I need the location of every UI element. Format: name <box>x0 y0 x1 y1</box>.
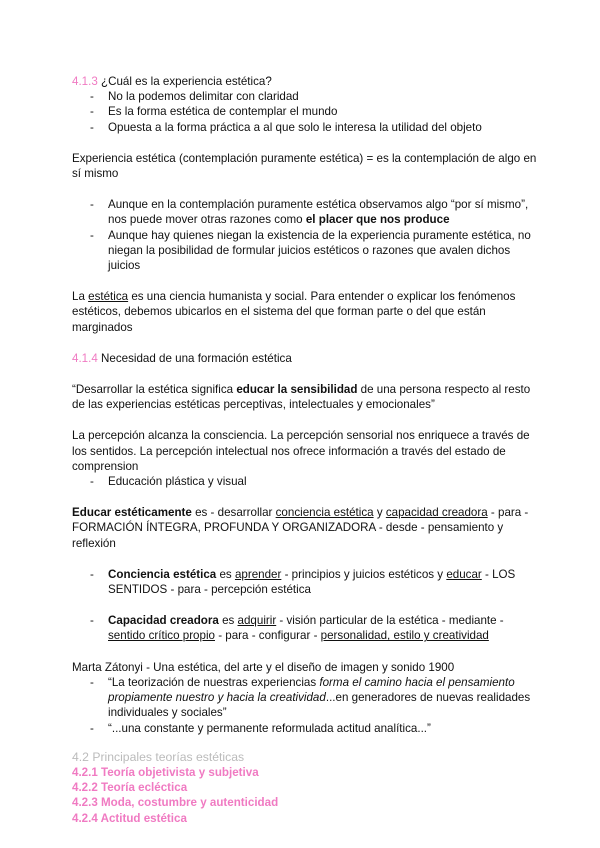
underlined-text: sentido crítico propio <box>108 629 215 643</box>
section-heading <box>72 351 540 366</box>
text: Aunque en la contemplación puramente estética observamos algo “por sí mismo”, nos puede mover otras razones como <box>108 198 529 227</box>
underlined-text: conciencia estética <box>275 506 374 520</box>
quote-paragraph <box>72 382 540 412</box>
list-item: - Opuesta a la forma práctica a al que solo le interesa la utilidad del objeto <box>90 120 540 135</box>
educar-paragraph <box>72 505 540 551</box>
bullet-list <box>72 613 540 643</box>
underlined-text: capacidad creadora <box>385 506 488 520</box>
estetica-paragraph <box>72 289 540 335</box>
bullet-list <box>72 197 540 273</box>
subsection-link[interactable]: 4.2.1 Teoría objetivista y subjetiva <box>72 765 259 779</box>
subsection-link[interactable]: 4.2.4 Actitud estética <box>72 811 187 825</box>
text: de una persona respecto al resto de las experiencias estéticas perceptivas, intelectuales y emocionales” <box>72 383 531 412</box>
list-item: - Educación plástica y visual <box>90 474 540 489</box>
text: ...en generadores de nuevas realidades individuales y sociales” <box>108 691 531 720</box>
section-heading <box>72 74 540 89</box>
subsection-link[interactable]: 4.2.3 Moda, costumbre y autenticidad <box>72 796 279 810</box>
bold-text: educar la sensibilidad <box>236 383 358 397</box>
definition-paragraph: Experiencia estética (contemplación puramente estética) = es la contemplación de algo en sí mismo <box>72 151 537 181</box>
section-4-2-heading: 4.2 Principales teorías estéticas <box>72 749 245 764</box>
bullet-list <box>72 567 540 597</box>
bold-text: el placer que nos produce <box>305 213 450 227</box>
list-item: - “...una constante y permanente reformulada actitud analítica...” <box>90 721 540 736</box>
text: - para - configurar - <box>214 629 321 643</box>
underlined-text: educar <box>446 567 482 581</box>
section-number: 4.1.3 <box>72 75 98 88</box>
section-title: Necesidad de una formación estética <box>97 351 292 365</box>
section-number: 4.1.4 <box>72 351 98 365</box>
bullet-list <box>72 474 540 489</box>
text: es una ciencia humanista y social. Para entender o explicar los fenómenos estéticos, debemos ubicarlos en el sistema del que forman parte o del que están marginados <box>72 290 516 334</box>
text: La <box>72 290 89 304</box>
bold-text: Educar estéticamente <box>72 506 192 520</box>
list-item: - Es la forma estética de contemplar el mundo <box>90 104 540 119</box>
text: - principios y juicios estéticos y <box>281 567 447 581</box>
text: y <box>373 506 386 520</box>
text: es <box>218 614 238 628</box>
list-item <box>90 567 540 597</box>
text: “La teorización de nuestras experiencias <box>108 675 320 689</box>
list-item <box>90 197 540 227</box>
text: es - desarrollar <box>191 506 276 520</box>
text: - para - FORMACIÓN ÍNTEGRA, PROFUNDA Y ORGANIZADORA - desde - pensamiento y reflexión <box>72 506 529 550</box>
list-item: - No la podemos delimitar con claridad <box>90 89 540 104</box>
marta-line: Marta Zátonyi - Una estética, del arte y el diseño de imagen y sonido 1900 <box>72 660 455 674</box>
list-item <box>90 675 540 721</box>
bold-text: Conciencia estética <box>108 567 217 581</box>
bullet-list <box>72 675 540 736</box>
list-item <box>90 613 540 643</box>
section-title: ¿Cuál es la experiencia estética? <box>97 75 272 88</box>
underlined-text: personalidad, estilo y creatividad <box>320 629 489 643</box>
underlined-text: aprender <box>234 567 282 581</box>
percepcion-paragraph: La percepción alcanza la consciencia. La percepción sensorial nos enriquece a través de los sentidos. La percepción intelectual nos ofrece información a través del estado de comprension <box>72 429 530 473</box>
list-item: - Aunque hay quienes niegan la existencia de la experiencia puramente estética, no niegan la posibilidad de formular juicios estéticos o razones que avalen dichos juicios <box>90 228 540 274</box>
text: - LOS SENTIDOS - para - percepción estética <box>108 567 516 597</box>
subsection-link[interactable]: 4.2.2 Teoría ecléctica <box>72 781 188 795</box>
text: - visión particular de la estética - mediante - <box>276 614 504 628</box>
bullet-list <box>72 89 540 135</box>
bold-text: Capacidad creadora <box>108 614 219 628</box>
section-4-1-3 <box>72 74 540 135</box>
estetica-link[interactable]: estética <box>88 290 129 304</box>
text: “Desarrollar la estética significa <box>72 383 237 397</box>
italic-text: forma el camino hacia el pensamiento propiamente nuestro y hacia la creatividad <box>108 675 515 705</box>
underlined-text: adquirir <box>237 614 277 628</box>
text: es <box>216 567 235 581</box>
